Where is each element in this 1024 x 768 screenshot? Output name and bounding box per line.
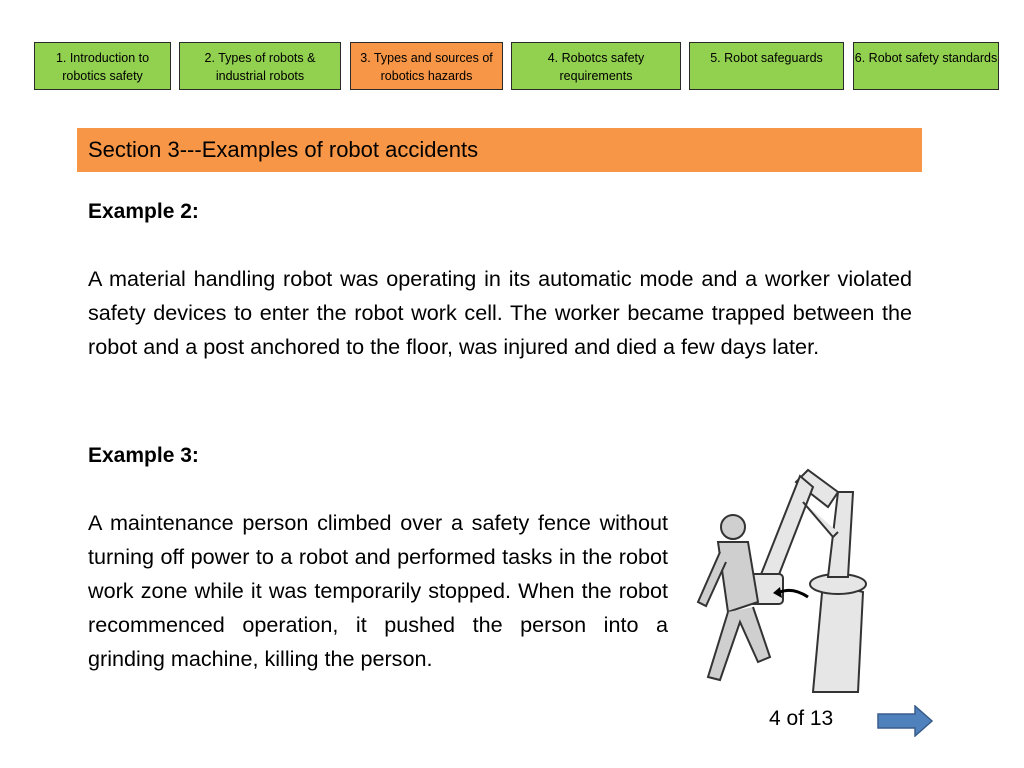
tab-safeguards[interactable]: 5. Robot safeguards [689,42,844,90]
tab-safety-standards[interactable]: 6. Robot safety standards [853,42,999,90]
page-counter: 4 of 13 [769,707,834,730]
tab-safety-requirements[interactable]: 4. Robotcs safety requirements [511,42,681,90]
example-2-text: A material handling robot was operating in its automatic mode and a worker violated safety devices to enter the robot work cell. The worker became trapped between the robot and a post anchored to the floor, was injured and died a few days later. [88,266,912,359]
example-2-heading: Example 2: [88,200,199,223]
section-title: Section 3---Examples of robot accidents [77,128,922,172]
robot-accident-illustration [688,462,868,697]
example-3-heading: Example 3: [88,444,199,467]
example-3-text: A maintenance person climbed over a safety fence without turning off power to a robot and performed tasks in the robot work zone while it was temporarily stopped. When the robot recommenced operation, it pushed the person into a grinding machine, killing the person. [88,510,668,671]
tab-types-of-robots[interactable]: 2. Types of robots & industrial robots [179,42,341,90]
tab-introduction[interactable]: 1. Introduction to robotics safety [34,42,171,90]
tab-hazards[interactable]: 3. Types and sources of robotics hazards [350,42,503,90]
right-arrow-icon [878,706,932,736]
next-slide-button[interactable] [877,705,933,737]
